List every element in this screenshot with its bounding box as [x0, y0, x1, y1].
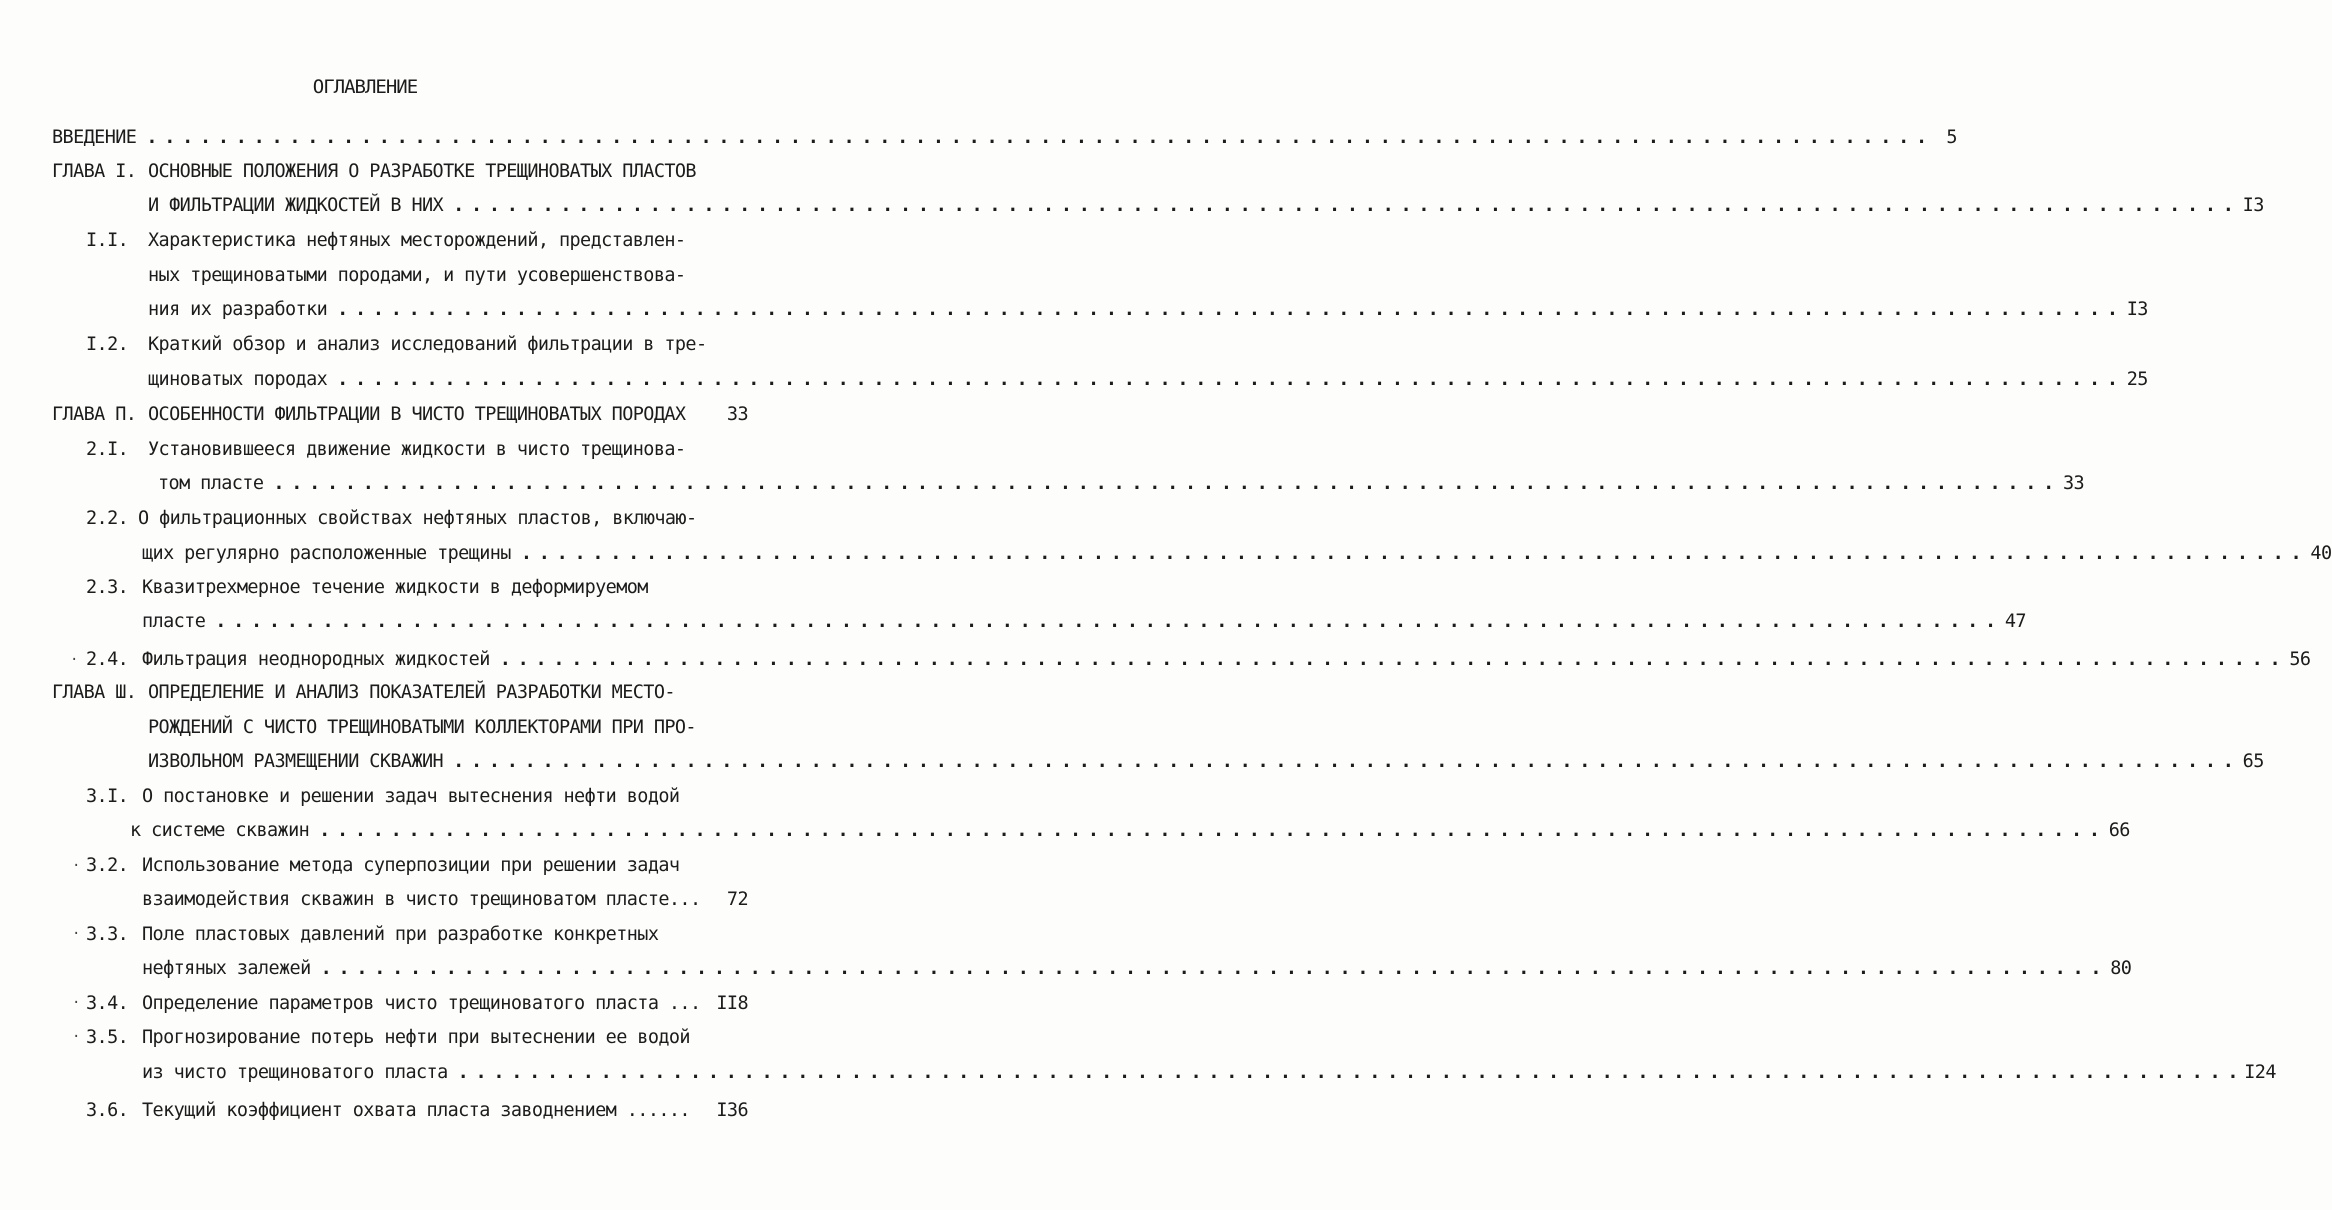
chapter-1-title-line-2: И ФИЛЬТРАЦИИ ЖИДКОСТЕЙ В НИХ [148, 195, 444, 216]
section-2-3-title-line-2: пласте [142, 611, 206, 632]
margin-mark: · [72, 858, 81, 874]
section-1-1-title-line-2: ных трещиноватыми породами, и пути усовершенствова- [148, 265, 686, 286]
chapter-3-title-line-1: ОПРЕДЕЛЕНИЕ И АНАЛИЗ ПОКАЗАТЕЛЕЙ РАЗРАБОТКИ МЕСТО- [148, 682, 675, 703]
section-1-2-number: I.2. [86, 334, 129, 355]
toc-intro-page: 5 [1946, 127, 1957, 148]
leader-dots [521, 543, 2300, 564]
toc-section-1-1-line-2 [148, 256, 748, 286]
section-2-3-title-line-1: Квазитрехмерное течение жидкости в деформируемом [142, 577, 648, 598]
toc-section-1-2-line-2 [148, 360, 2148, 390]
chapter-2-page: 33 [726, 404, 748, 425]
toc-section-3-6 [86, 1091, 748, 1121]
section-3-5-number: 3.5. [86, 1027, 129, 1048]
chapter-3-label: ГЛАВА Ш. [52, 682, 137, 703]
section-2-1-number: 2.I. [86, 439, 129, 460]
toc-chapter-2 [52, 395, 748, 425]
toc-section-3-2-line-1 [86, 846, 748, 876]
section-3-1-page: 66 [2108, 820, 2130, 841]
section-3-3-title-line-1: Поле пластовых давлений при разработке конкретных [142, 924, 659, 945]
leader-dots [458, 1062, 2237, 1083]
section-3-5-page: I24 [2244, 1062, 2276, 1083]
leader-dots [215, 611, 1994, 632]
toc-section-2-2-line-2 [142, 534, 2332, 564]
section-2-2-page: 40 [2310, 543, 2332, 564]
toc-section-2-3-line-1 [86, 568, 748, 598]
toc-section-3-1-line-1 [86, 777, 748, 807]
toc-section-3-1-line-2 [130, 811, 2130, 841]
section-3-4-title: Определение параметров чисто трещиноватого пласта ... [142, 993, 701, 1014]
leader-dots [337, 299, 2116, 320]
section-3-5-title-line-1: Прогнозирование потерь нефти при вытеснении ее водой [142, 1027, 690, 1048]
toc-section-3-5-line-2 [142, 1053, 2276, 1083]
toc-section-3-2-line-2 [142, 880, 748, 910]
chapter-1-label: ГЛАВА I. [52, 161, 137, 182]
section-1-1-number: I.I. [86, 230, 129, 251]
section-2-1-title-line-2: том пласте [158, 473, 264, 494]
leader-dots [453, 751, 2232, 772]
toc-chapter-1-line-2 [148, 186, 2264, 216]
toc-section-1-2-line-1 [86, 325, 748, 355]
toc-section-2-4 [86, 640, 2311, 670]
margin-mark: · [72, 926, 81, 942]
section-2-1-title-line-1: Установившееся движение жидкости в чисто трещинова- [148, 439, 686, 460]
section-3-6-title: Текущий коэффициент охвата пласта заводнением ...... [142, 1100, 690, 1121]
leader-dots [500, 649, 2279, 670]
chapter-3-page: 65 [2242, 751, 2264, 772]
section-2-2-title-line-2: щих регулярно расположенные трещины [142, 543, 511, 564]
section-1-1-title-line-3: ния их разработки [148, 299, 328, 320]
section-3-5-title-line-2: из чисто трещиноватого пласта [142, 1062, 448, 1083]
leader-dots [273, 473, 2052, 494]
chapter-3-title-line-3: ИЗВОЛЬНОМ РАЗМЕЩЕНИИ СКВАЖИН [148, 751, 444, 772]
leader-dots [453, 195, 2232, 216]
section-3-1-title-line-2: к системе скважин [130, 820, 310, 841]
section-2-4-page: 56 [2289, 649, 2311, 670]
section-2-2-title-line-1: О фильтрационных свойствах нефтяных пластов, включаю- [138, 508, 697, 529]
section-1-2-page: 25 [2126, 369, 2148, 390]
leader-dots [337, 369, 2116, 390]
section-2-3-number: 2.3. [86, 577, 129, 598]
toc-chapter-3-line-1 [52, 673, 748, 703]
leader-dots [319, 820, 2098, 841]
section-3-4-page: II8 [716, 993, 748, 1014]
toc-section-3-4 [86, 984, 748, 1014]
toc-section-2-1-line-1 [86, 430, 748, 460]
toc-intro [52, 118, 1957, 148]
section-3-3-page: 80 [2110, 958, 2132, 979]
section-3-2-number: 3.2. [86, 855, 129, 876]
chapter-1-page: I3 [2242, 195, 2264, 216]
section-1-2-title-line-1: Краткий обзор и анализ исследований фильтрации в тре- [148, 334, 707, 355]
section-3-1-title-line-1: О постановке и решении задач вытеснения нефти водой [142, 786, 680, 807]
margin-mark: · [72, 1029, 81, 1045]
margin-mark: · [70, 652, 79, 668]
section-1-1-page: I3 [2126, 299, 2148, 320]
section-2-1-page: 33 [2062, 473, 2085, 494]
page-title: ОГЛАВЛЕНИЕ [312, 76, 418, 98]
toc-section-3-3-line-1 [86, 915, 748, 945]
section-2-3-page: 47 [2004, 611, 2026, 632]
leader-dots [321, 958, 2100, 979]
section-3-6-number: 3.6. [86, 1100, 129, 1121]
section-3-2-title-line-2: взаимодействия скважин в чисто трещиноватом пласте... [142, 889, 701, 910]
section-3-3-number: 3.3. [86, 924, 129, 945]
margin-mark: · [72, 995, 81, 1011]
section-3-6-page: I36 [716, 1100, 748, 1121]
chapter-2-label: ГЛАВА П. [52, 404, 137, 425]
chapter-3-title-line-2: РОЖДЕНИЙ С ЧИСТО ТРЕЩИНОВАТЫМИ КОЛЛЕКТОРАМИ ПРИ ПРО- [148, 717, 696, 738]
section-3-2-title-line-1: Использование метода суперпозиции при решении задач [142, 855, 680, 876]
toc-intro-label: ВВЕДЕНИЕ [52, 127, 137, 148]
toc-chapter-3-line-3 [148, 742, 2264, 772]
section-3-4-number: 3.4. [86, 993, 129, 1014]
section-2-4-number: 2.4. [86, 649, 129, 670]
toc-chapter-3-line-2 [148, 708, 748, 738]
toc-chapter-1-line-1 [52, 152, 748, 182]
toc-section-2-2-line-1 [86, 499, 748, 529]
section-3-2-page: 72 [726, 889, 748, 910]
section-2-2-number: 2.2. [86, 508, 129, 529]
section-1-2-title-line-2: щиноватых породах [148, 369, 328, 390]
section-3-3-title-line-2: нефтяных залежей [142, 958, 311, 979]
toc-section-3-5-line-1 [86, 1018, 748, 1048]
toc-section-2-3-line-2 [142, 602, 2026, 632]
chapter-1-title-line-1: ОСНОВНЫЕ ПОЛОЖЕНИЯ О РАЗРАБОТКЕ ТРЕЩИНОВАТЫХ ПЛАСТОВ [148, 161, 696, 182]
toc-section-3-3-line-2 [142, 949, 2132, 979]
section-1-1-title-line-1: Характеристика нефтяных месторождений, представлен- [148, 230, 686, 251]
toc-section-2-1-line-2 [158, 464, 2085, 494]
section-3-1-number: 3.I. [86, 786, 129, 807]
chapter-2-title: ОСОБЕННОСТИ ФИЛЬТРАЦИИ В ЧИСТО ТРЕЩИНОВАТЫХ ПОРОДАХ [148, 404, 686, 425]
toc-section-1-1-line-1 [86, 221, 748, 251]
leader-dots [146, 127, 1925, 148]
toc-section-1-1-line-3 [148, 290, 2148, 320]
section-2-4-title: Фильтрация неоднородных жидкостей [142, 649, 490, 670]
